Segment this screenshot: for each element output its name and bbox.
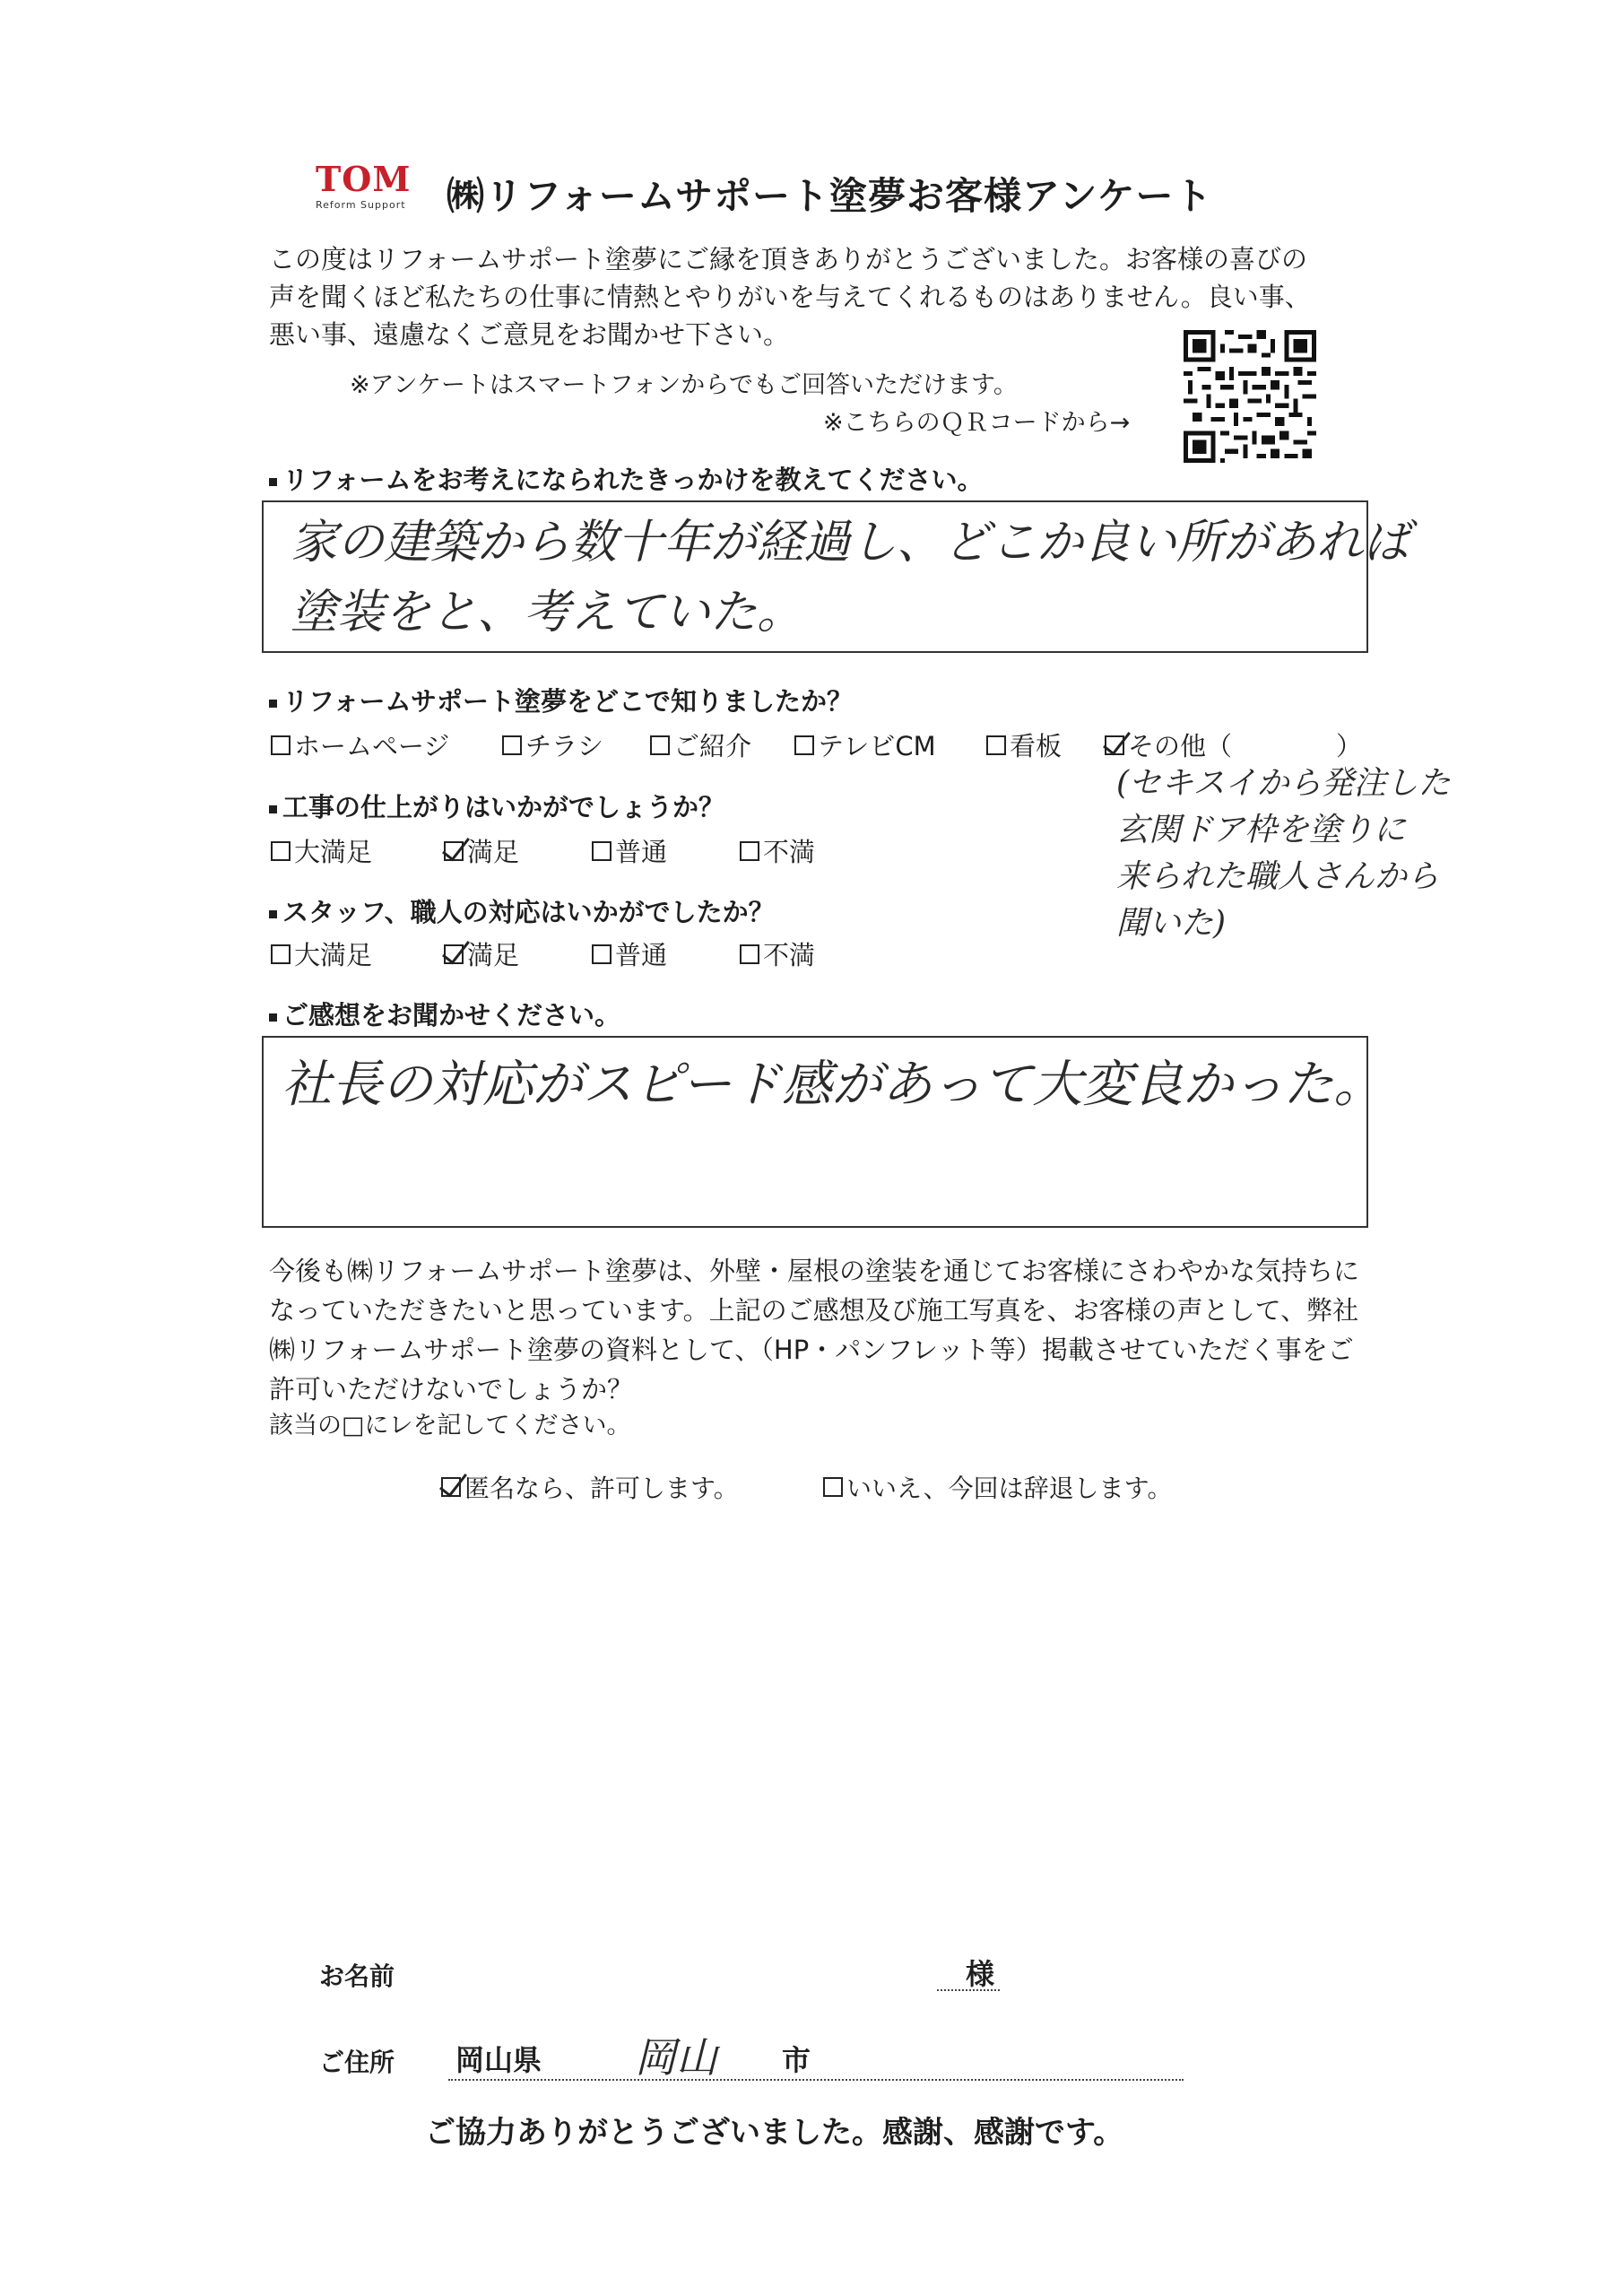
instruction-text: 該当の□にレを記してください。	[269, 1412, 631, 1439]
checkbox-checked-icon[interactable]	[441, 1477, 461, 1497]
bullet-icon	[269, 805, 277, 813]
intro-text: この度はリフォームサポート塗夢にご縁を頂きありがとうございました。お客様の喜びの声を聞くほど私たちの仕事に情熱とやりがいを与えてくれるものはありません。良い事、悪い事、遠慮なくご意見をお聞かせ下さい。	[269, 244, 1311, 350]
checkbox-icon[interactable]	[823, 1477, 843, 1497]
q4-option-satisfied[interactable]: 満足	[444, 935, 519, 972]
logo-mark: TOM	[316, 159, 412, 199]
checkbox-checked-icon[interactable]	[444, 944, 464, 964]
checkbox-icon[interactable]	[271, 735, 291, 755]
q3-heading: 工事の仕上がりはいかがでしょうか？	[269, 787, 724, 824]
checkbox-icon[interactable]	[740, 841, 759, 861]
q3-option-dissatisfied[interactable]: 不満	[740, 832, 815, 869]
bullet-icon	[269, 700, 277, 708]
q1-answer-line2: 塗装をと、考えていた。	[291, 586, 804, 639]
name-label: お名前	[319, 1961, 395, 1991]
q3-option-very-satisfied[interactable]: 大満足	[271, 832, 372, 869]
name-underline	[937, 1989, 1000, 1991]
q4-heading: スタッフ、職人の対応はいかがでしたか？	[269, 892, 775, 929]
permission-request-text: 今後も㈱リフォームサポート塗夢は、外壁・屋根の塗装を通じてお客様にさわやかな気持ちになっていただきたいと思っています。上記のご感想及び施工写真を、お客様の声として、弊社㈱リフォームサポート塗夢の資料として、（HP・パンフレット等）掲載させていただく事をご許可いただけないでしょうか？	[269, 1256, 1359, 1405]
checkbox-icon[interactable]	[502, 735, 522, 755]
q1-answer-line1: 家の建築から数十年が経過し、どこか良い所があれば	[291, 516, 1410, 570]
q2-option-other[interactable]: その他（ ）	[1105, 726, 1362, 763]
q2-option-flyer[interactable]: チラシ	[502, 726, 603, 763]
checkbox-icon[interactable]	[592, 841, 612, 861]
checkbox-icon[interactable]	[794, 735, 814, 755]
checkbox-icon[interactable]	[592, 944, 612, 964]
consent-decline-option[interactable]: いいえ、今回は辞退します。	[823, 1469, 1172, 1505]
q3-option-satisfied[interactable]: 満足	[444, 832, 519, 869]
q1-answer-box[interactable]	[262, 500, 1410, 653]
address-city-handwritten: 岡山	[635, 2033, 717, 2082]
q5-heading: ご感想をお聞かせください。	[269, 996, 620, 1032]
checkbox-icon[interactable]	[650, 735, 670, 755]
q4-option-normal[interactable]: 普通	[592, 935, 667, 972]
smartphone-note: ※アンケートはスマートフォンからでもご回答いただけます。	[350, 371, 1018, 399]
address-prefecture: 岡山県	[455, 2043, 542, 2077]
q2-option-homepage[interactable]: ホームページ	[271, 726, 449, 763]
consent-anonymous-option[interactable]: 匿名なら、許可します。	[441, 1469, 739, 1505]
thanks-message: ご協力ありがとうございました。感謝、感謝です。	[425, 2115, 1124, 2151]
address-city-suffix: 市	[782, 2043, 811, 2077]
checkbox-icon[interactable]	[986, 735, 1006, 755]
q2-option-signboard[interactable]: 看板	[986, 726, 1062, 763]
q5-answer-box[interactable]	[262, 1036, 1384, 1228]
qr-code[interactable]	[1184, 330, 1316, 463]
bullet-icon	[269, 1013, 277, 1022]
bullet-icon	[269, 910, 277, 918]
checkbox-icon[interactable]	[271, 944, 291, 964]
q4-option-dissatisfied[interactable]: 不満	[740, 935, 815, 972]
q5-answer-text: 社長の対応がスピード感があって大変良かった。	[282, 1056, 1384, 1114]
qr-note: ※こちらのＱＲコードから→	[823, 409, 1131, 437]
q2-option-referral[interactable]: ご紹介	[650, 726, 751, 763]
bullet-icon	[269, 478, 277, 486]
company-logo	[316, 161, 414, 224]
checkbox-icon[interactable]	[740, 944, 759, 964]
checkbox-checked-icon[interactable]	[444, 841, 464, 861]
q3-option-normal[interactable]: 普通	[592, 832, 667, 869]
q4-option-very-satisfied[interactable]: 大満足	[271, 935, 372, 972]
checkbox-checked-icon[interactable]	[1105, 735, 1124, 755]
logo-subtitle: Reform Support	[316, 199, 406, 211]
checkbox-icon[interactable]	[271, 841, 291, 861]
q2-other-note: (セキスイから発注した 玄関ドア枠を塗りに 来られた職人さんから 聞いた)	[1116, 765, 1451, 942]
q2-heading: リフォームサポート塗夢をどこで知りましたか？	[269, 682, 853, 718]
address-label: ご住所	[319, 2048, 395, 2077]
q1-heading: リフォームをお考えになられたきっかけを教えてください。	[269, 460, 984, 497]
q2-option-tv[interactable]: テレビCM	[794, 726, 936, 763]
name-suffix: 様	[966, 1957, 995, 1991]
page-title: ㈱リフォームサポート塗夢お客様アンケート	[447, 174, 1213, 218]
address-underline	[448, 2079, 1184, 2081]
